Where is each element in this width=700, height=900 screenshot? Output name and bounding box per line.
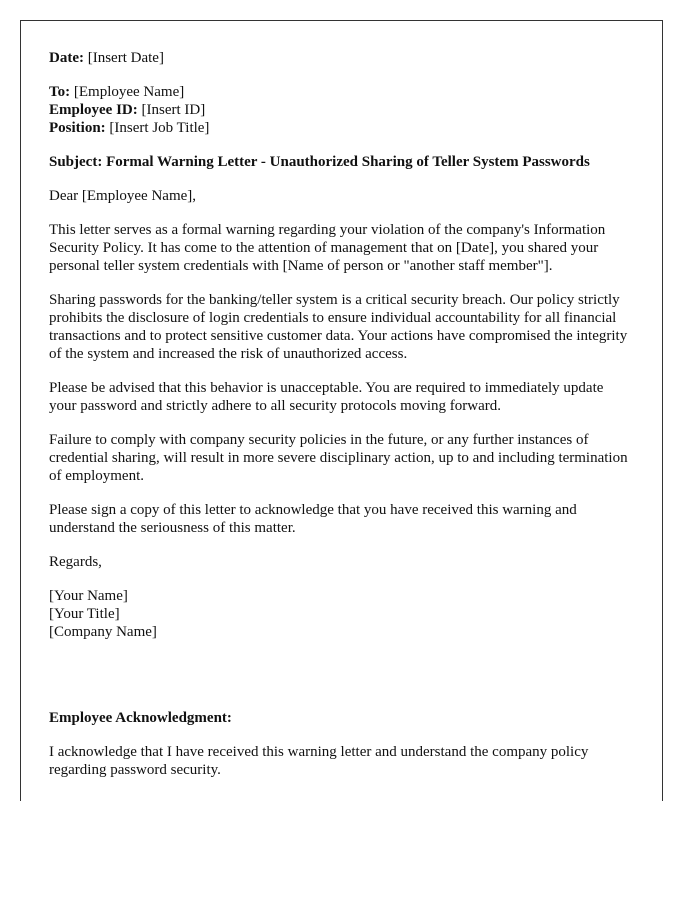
signature-title: [Your Title]: [49, 606, 120, 622]
body-paragraph: Please be advised that this behavior is unacceptable. You are required to immediately update your password and strictly adhere to all security protocols moving forward.: [49, 380, 604, 414]
position-label: Position:: [49, 120, 106, 136]
recipient-block: [49, 83, 634, 137]
employee-id-label: Employee ID:: [49, 102, 138, 118]
date-line: [49, 49, 634, 67]
acknowledgment-heading-text: Employee Acknowledgment:: [49, 710, 232, 726]
body-paragraph: This letter serves as a formal warning regarding your violation of the company's Information Security Policy. It has come to the attention of management that on [Date], you shared your personal teller system credentials with [Name of person or "another staff member"].: [49, 222, 606, 274]
to-label: To:: [49, 84, 71, 100]
acknowledgment-text: I acknowledge that I have received this warning letter and understand the company policy regarding password security.: [49, 744, 589, 778]
signature-name: [Your Name]: [49, 588, 128, 604]
subject-line: [49, 153, 634, 171]
letter-page: [20, 20, 663, 801]
date-label: Date:: [49, 50, 84, 66]
signature-company: [Company Name]: [49, 624, 157, 640]
to-value: [Employee Name]: [73, 84, 185, 100]
date-value: [Insert Date]: [87, 50, 164, 66]
position-value: [Insert Job Title]: [109, 120, 210, 136]
subject-text: Subject: Formal Warning Letter - Unauthorized Sharing of Teller System Passwords: [49, 154, 590, 170]
body-paragraph: Please sign a copy of this letter to acknowledge that you have received this warning and understand the seriousness of this matter.: [49, 502, 577, 536]
closing: Regards,: [49, 554, 102, 570]
employee-id-value: [Insert ID]: [141, 102, 206, 118]
body-paragraph: Failure to comply with company security policies in the future, or any further instances of credential sharing, will result in more severe disciplinary action, up to and including termination of employment.: [49, 432, 628, 484]
signature-block: [49, 587, 634, 641]
body-paragraph: Sharing passwords for the banking/teller system is a critical security breach. Our policy strictly prohibits the disclosure of login credentials to ensure individual accountability for all financial transactions and to protect sensitive customer data. Your actions have compromised the integrity of the system and increased the risk of unauthorized access.: [49, 292, 628, 362]
salutation: Dear [Employee Name],: [49, 188, 197, 204]
acknowledgment-heading: [49, 709, 634, 727]
